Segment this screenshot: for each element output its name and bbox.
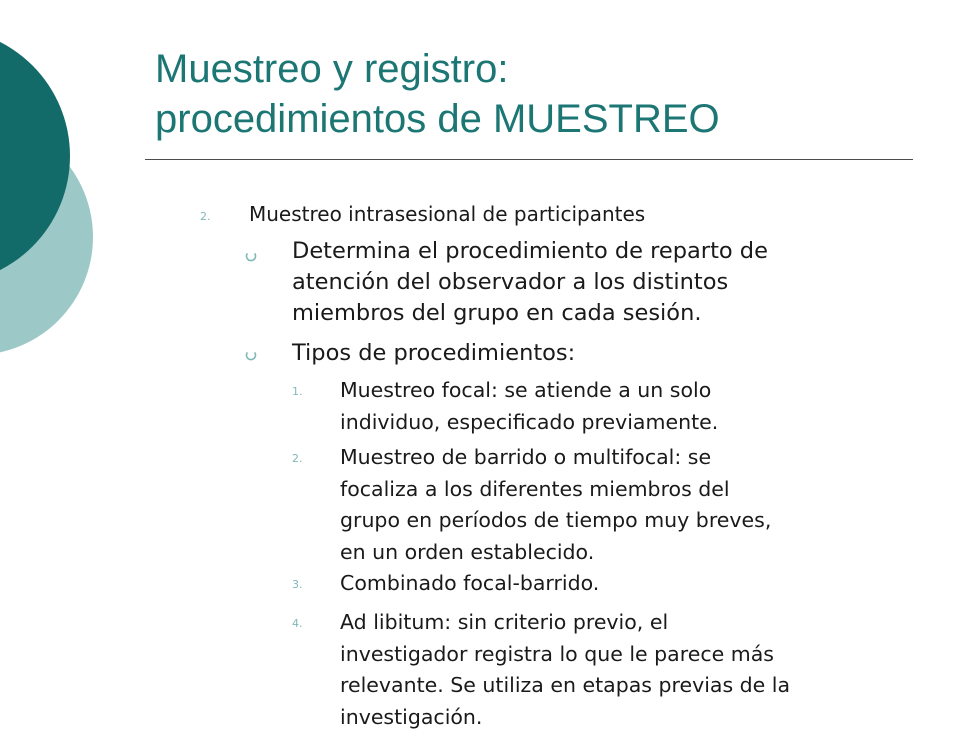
procedure-line: individuo, especificado previamente. [340,407,920,439]
list-number: 3. [292,577,303,593]
list-number: 2. [292,451,303,467]
title-line-2: procedimientos de MUESTREO [155,94,915,144]
list-number: 4. [292,616,303,632]
bullet-line: Tipos de procedimientos: [292,338,892,369]
procedure-line: grupo en períodos de tiempo muy breves, [340,505,920,537]
bullet-line: atención del observador a los distintos [292,267,892,298]
procedure-line: focaliza a los diferentes miembros del [340,474,920,506]
procedure-item [340,568,920,600]
bullet-item [292,236,892,329]
title-line-1: Muestreo y registro: [155,44,915,94]
procedure-item [340,442,920,568]
procedure-line: Ad libitum: sin criterio previo, el [340,607,920,639]
procedure-item [340,375,920,438]
procedure-line: Muestreo focal: se atiende a un solo [340,375,920,407]
list-number: 1. [292,384,303,400]
list-number: 2. [200,208,211,226]
ring-icon [244,348,258,362]
procedure-item [340,607,920,733]
procedure-line: en un orden establecido. [340,537,920,569]
section-heading: Muestreo intrasesional de participantes [249,200,645,228]
bullet-line: Determina el procedimiento de reparto de [292,236,892,267]
procedure-line: investigación. [340,702,920,733]
procedure-line: Muestreo de barrido o multifocal: se [340,442,920,474]
procedure-line: Combinado focal-barrido. [340,568,920,600]
procedure-line: investigador registra lo que le parece más [340,639,920,671]
procedure-line: relevante. Se utiliza en etapas previas de la [340,670,920,702]
ring-icon [244,249,258,263]
bullet-item [292,338,892,369]
bullet-line: miembros del grupo en cada sesión. [292,298,892,329]
